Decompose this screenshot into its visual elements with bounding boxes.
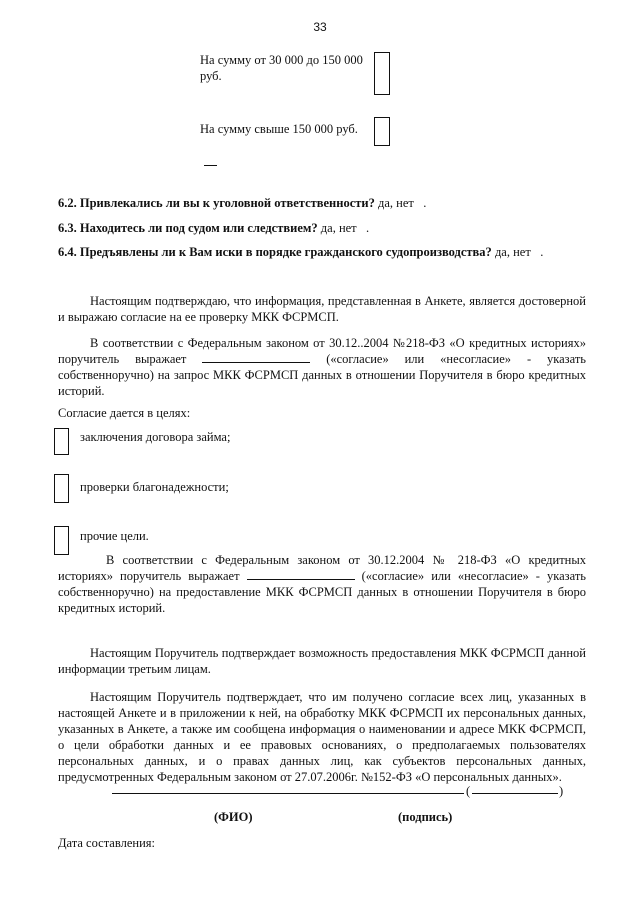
sign-paren-close: ) [559, 784, 564, 798]
sum-option-1-checkbox[interactable] [374, 52, 390, 95]
question-6-2: 6.2. Привлекались ли вы к уголовной ответственности? да, нет . [58, 196, 427, 210]
answer-no[interactable]: , нет [506, 245, 531, 259]
purpose-other: прочие цели. [80, 529, 149, 543]
credit-history-paragraph-2: В соответствии с Федеральным законом от 30.12.2004 № 218-ФЗ «О кредитных историях» поручитель выражает («согласие» или «несогласие» - указать собственноручно) на предоставление МКК ФСРМСП данных в отношении Поручителя в бюро кредитных историй. [58, 553, 587, 615]
sum-option-2-checkbox[interactable] [374, 117, 390, 146]
purpose-reliability: проверки благонадежности; [80, 480, 229, 494]
answer-no[interactable]: , нет [332, 221, 357, 235]
date-label: Дата составления: [58, 836, 155, 850]
sum-option-2: На сумму свыше 150 000 руб. [200, 122, 358, 136]
consent-input-line-1[interactable] [202, 351, 310, 363]
personal-data-paragraph: Настоящим Поручитель подтверждает, что им получено согласие всех лиц, указанных в настоящей Анкете и в приложении к ней, на обработку МКК ФСРМСП их персональных данных, указанных в Анкете, а также им сообщена информация о наименовании и адресе МКК ФСРМСП, о цели обработки данных и ее правовых основаниях, о предполагаемых пользователях персональных данных, и о правах данных лиц, как субъектов персональных данных, предусмотренных Федеральным законом от 27.07.2006г. №152-ФЗ «О персональных данных». [58, 690, 586, 784]
answer-yes[interactable]: да [320, 221, 333, 235]
page-number: 33 [313, 20, 327, 34]
answer-yes[interactable]: да [494, 245, 507, 259]
question-6-4: 6.4. Предъявлены ли к Вам иски в порядке гражданского судопроизводства? да, нет . [58, 245, 544, 259]
sum-option-1-line2: руб. [200, 69, 222, 83]
consent-input-line-2[interactable] [247, 568, 355, 580]
consent-purpose-label: Согласие дается в целях: [58, 406, 191, 420]
third-parties-paragraph: Настоящим Поручитель подтверждает возможность предоставления МКК ФСРМСП данной информации третьим лицам. [58, 646, 586, 676]
purpose-checkbox-other[interactable] [54, 526, 69, 555]
purpose-checkbox-reliability[interactable] [54, 474, 69, 503]
fio-signature-line[interactable] [112, 792, 464, 794]
purpose-checkbox-loan[interactable] [54, 428, 69, 455]
answer-yes[interactable]: да [377, 196, 390, 210]
confirm-paragraph: Настоящим подтверждаю, что информация, представленная в Анкете, является достоверной и выражаю согласие на ее проверку МКК ФСРМСП. [58, 294, 586, 324]
sum-option-1 [200, 52, 380, 84]
signature-label: (подпись) [398, 810, 453, 824]
fio-label: (ФИО) [214, 810, 253, 824]
answer-no[interactable]: , нет [389, 196, 414, 210]
question-6-3: 6.3. Находитесь ли под судом или следствием? да, нет . [58, 221, 370, 235]
sign-paren-open: ( [466, 784, 471, 798]
dash-mark [204, 165, 217, 166]
sign-signature-line[interactable] [472, 792, 558, 794]
credit-history-paragraph-1: В соответствии с Федеральным законом от 30.12..2004 №218-ФЗ «О кредитных историях» поручитель выражает («согласие» или «несогласие» - указать собственноручно) на запрос МКК ФСРМСП данных в отношении Поручителя в бюро кредитных историй. [58, 336, 587, 398]
purpose-loan: заключения договора займа; [80, 430, 231, 444]
sum-option-1-line1: На сумму от 30 000 до 150 000 [200, 53, 363, 67]
